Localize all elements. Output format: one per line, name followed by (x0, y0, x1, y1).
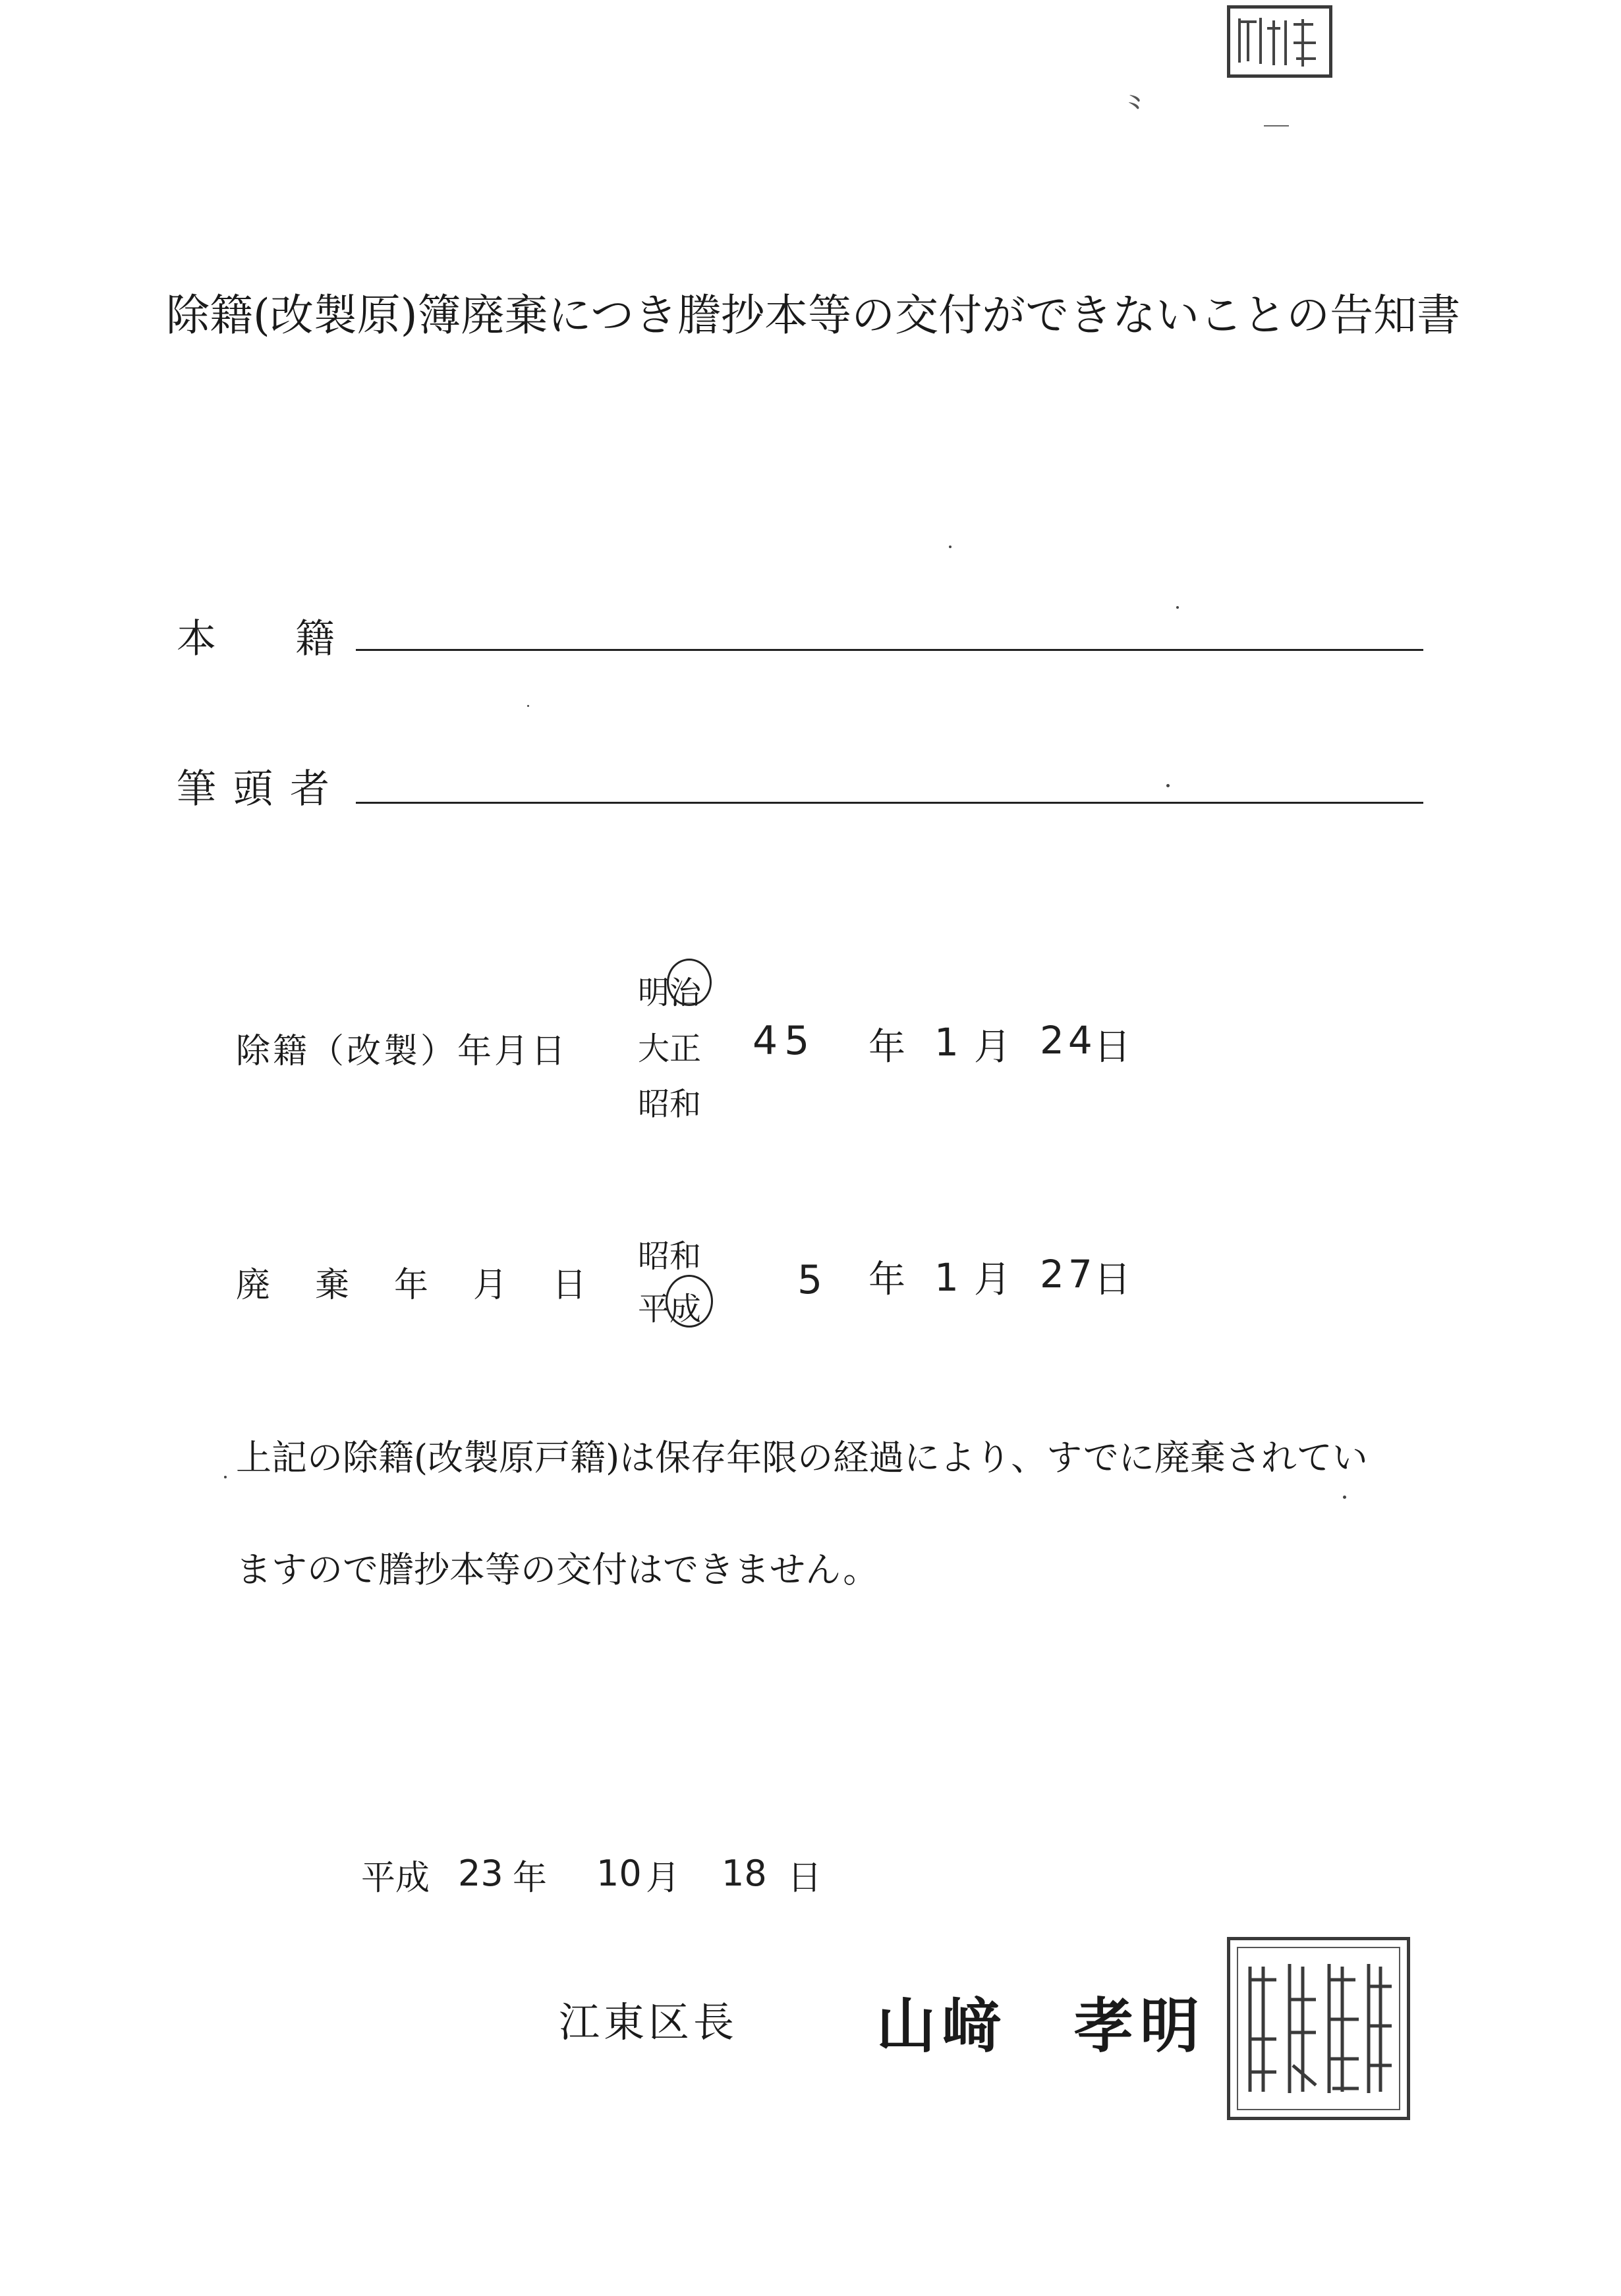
scan-speck (1176, 606, 1179, 609)
issue-day-value: 18 (722, 1853, 767, 1894)
issue-year-value: 23 (458, 1853, 503, 1894)
removal-year-value: 45 (753, 1018, 816, 1064)
disposal-era-circle (666, 1275, 713, 1328)
removal-date-label: 除籍（改製）年月日 (236, 1032, 569, 1071)
disposal-date-label: 廃 棄 年 月 日 (236, 1266, 592, 1305)
signatory-name: 山﨑 孝明 (876, 1991, 1206, 2061)
removal-month-value: 1 (934, 1020, 959, 1065)
hittousha-label: 筆頭者 (177, 766, 347, 812)
removal-era-circle (667, 959, 712, 1006)
issue-era: 平成 (361, 1859, 430, 1898)
removal-era-meiji: 明治 (638, 974, 702, 1011)
removal-month-unit: 月 (974, 1026, 1011, 1069)
official-seal (1227, 1937, 1410, 2120)
scan-speck (1343, 1496, 1346, 1499)
scan-speck (224, 1476, 227, 1478)
official-seal-glyphs-icon (1230, 1940, 1407, 2117)
issue-day-unit: 日 (787, 1859, 822, 1898)
statement-line-1: 上記の除籍(改製原戸籍)は保存年限の経過により、すでに廃棄されてい (236, 1437, 1368, 1478)
signatory-title: 江東区長 (559, 1998, 739, 2046)
honseki-label: 本 籍 (177, 616, 335, 662)
disposal-month-value: 1 (934, 1255, 959, 1300)
scan-speck (1166, 784, 1170, 787)
disposal-day-value: 27 (1040, 1252, 1096, 1297)
issue-month-unit: 月 (646, 1859, 681, 1898)
disposal-era-heisei: 平成 (638, 1291, 702, 1328)
hittousha-underline (356, 802, 1423, 804)
corner-dash (1264, 125, 1289, 126)
honseki-underline (356, 649, 1423, 651)
issue-month-value: 10 (596, 1853, 642, 1894)
corner-seal (1227, 5, 1332, 78)
corner-seal-glyphs-icon (1230, 9, 1329, 74)
removal-day-unit: 日 (1094, 1026, 1131, 1069)
removal-year-unit: 年 (868, 1026, 905, 1069)
removal-era-taisho: 大正 (638, 1030, 702, 1067)
removal-day-value: 24 (1040, 1018, 1096, 1063)
disposal-era-showa: 昭和 (638, 1238, 702, 1275)
disposal-year-unit: 年 (868, 1258, 905, 1301)
removal-era-showa: 昭和 (638, 1086, 702, 1123)
document-title: 除籍(改製原)簿廃棄につき謄抄本等の交付ができないことの告知書 (166, 290, 1461, 341)
scan-speck (949, 546, 952, 548)
issue-year-unit: 年 (513, 1859, 548, 1898)
statement-line-2: ますので謄抄本等の交付はできません。 (236, 1549, 879, 1590)
disposal-day-unit: 日 (1094, 1258, 1131, 1301)
disposal-month-unit: 月 (974, 1258, 1011, 1301)
corner-mark: ⺀ (1120, 90, 1151, 126)
scan-speck (527, 705, 529, 707)
disposal-year-value: 5 (797, 1257, 823, 1303)
